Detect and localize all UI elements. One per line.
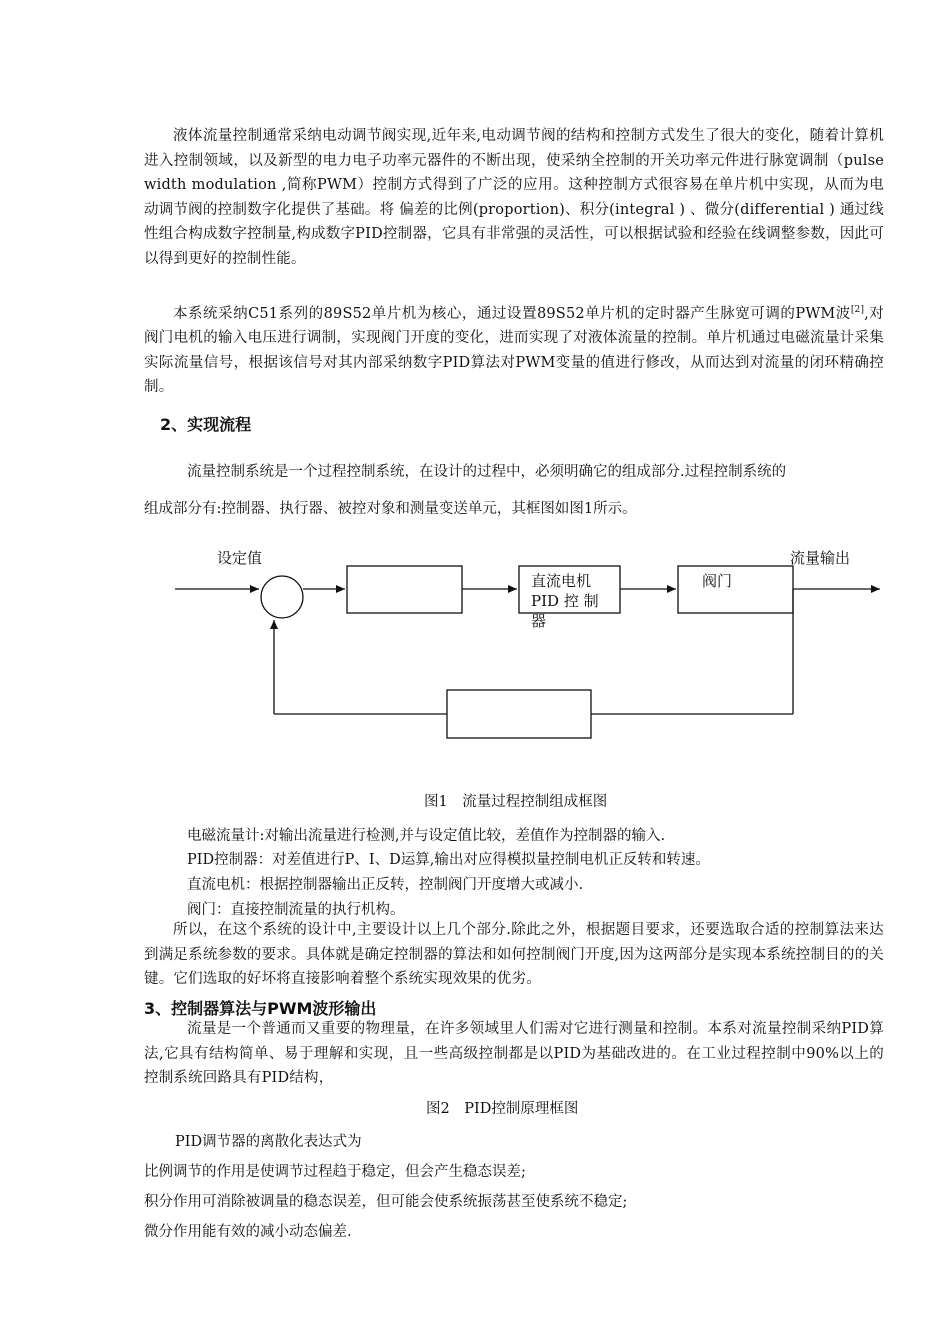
definition-dc-motor: 直流电机：根据控制器输出正反转，控制阀门开度增大或减小. (187, 877, 584, 893)
summing-junction (261, 576, 303, 618)
summary-paragraph: 所以，在这个系统的设计中,主要设计以上几个部分.除此之外，根据题目要求，还要选取合适的控制算法来达到满足系统参数的要求。具体就是确定控制器的算法和如何控制阀门开度,因为这两部分是实现本系统控制目的的关键。它们选取的好坏将直接影响着整个系统实现效果的优劣。 (144, 922, 884, 987)
controller-label-line-3: 器 (531, 612, 547, 630)
setpoint-label: 设定值 (217, 549, 263, 567)
intro-paragraph-2-part-b: ,对阀门电机的输入电压进行调制，实现阀门开度的变化，进而实现了对液体流量的控制。单片机通过电磁流量计采集实际流量信号，根据该信号对其内部采纳数字PID算法对PWM变量的值进行修改，从而达到对流量的闭环精确控制。 (144, 305, 884, 396)
section-2-heading: 2、实现流程 (160, 415, 252, 434)
figure-2-caption: 图2 PID控制原理框图 (426, 1101, 579, 1117)
intro-paragraph-1: 液体流量控制通常采纳电动调节阀实现,近年来,电动调节阀的结构和控制方式发生了很大的变化，随着计算机进入控制领域，以及新型的电力电子功率元器件的不断出现，使采纳全控制的开关功率元件进行脉宽调制（pulse width modulation ,简称PWM）控制方式得到了广泛的应用。这种控制方式很容易在单片机中实现，从而为电动调节阀的控制数字化提供了基础。将 偏差的比例(proportion)、积分(integral ) 、微分(differential ) 通过线性组合构成数字控制量,构成数字PID控制器，它具有非常强的灵活性，可以根据试验和经验在线调整参数，因此可以得到更好的控制性能。 (144, 128, 884, 267)
definition-valve: 阀门：直接控制流量的执行机构。 (187, 902, 405, 918)
definition-flowmeter: 电磁流量计:对输出流量进行检测,并与设定值比较，差值作为控制器的输入. (187, 828, 666, 844)
proportional-note: 比例调节的作用是使调节过程趋于稳定，但会产生稳态误差; (144, 1164, 526, 1180)
intro-paragraph-2-part-a: 本系统采纳C51系列的89S52单片机为核心，通过设置89S52单片机的定时器产生脉宽可调的PWM波 (173, 305, 851, 322)
valve-label: 阀门 (702, 572, 733, 590)
derivative-note: 微分作用能有效的减小动态偏差. (144, 1224, 352, 1240)
controller-label-line-1: 直流电机 (531, 572, 592, 590)
figure-1-caption: 图1 流量过程控制组成框图 (424, 794, 608, 810)
controller-label-line-2: PID 控 制 (531, 592, 599, 610)
section-3-heading: 3、控制器算法与PWM波形输出 (144, 999, 377, 1018)
pid-discrete-expression-line: PID调节器的离散化表达式为 (175, 1134, 362, 1150)
definition-pid-controller: PID控制器：对差值进行P、I、D运算,输出对应得模拟量控制电机正反转和转速。 (187, 852, 710, 868)
section-2-paragraph-line-2: 组成部分有:控制器、执行器、被控对象和测量变送单元，其框图如图1所示。 (144, 501, 637, 517)
block-1 (347, 566, 462, 613)
integral-note: 积分作用可消除被调量的稳态误差，但可能会使系统振荡甚至使系统不稳定; (144, 1194, 628, 1210)
sensor-block (447, 690, 591, 738)
section-2-paragraph-line-1: 流量控制系统是一个过程控制系统，在设计的过程中，必须明确它的组成部分.过程控制系统的 (187, 464, 787, 480)
section-3-paragraph: 流量是一个普通而又重要的物理量，在许多领域里人们需对它进行测量和控制。本系对流量控制采纳PID算法,它具有结构简单、易于理解和实现，且一些高级控制都是以PID为基础改进的。在工业过程控制中90%以上的控制系统回路具有PID结构， (144, 1021, 884, 1086)
citation-ref: [2] (850, 305, 865, 315)
valve-block (678, 566, 793, 613)
output-label: 流量输出 (790, 549, 851, 567)
